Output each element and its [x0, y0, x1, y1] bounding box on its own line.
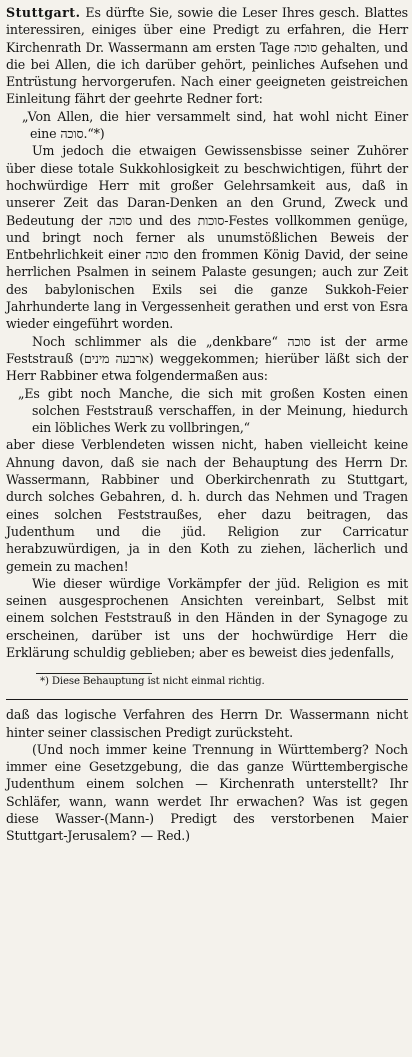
paragraph-intro — [6, 4, 408, 108]
editor-note: (Und noch immer keine Trennung in Württemberg? Noch immer eine Gesetzgebung, die das ganze Württembergische Judenthum einem solchen — Kirchenrath unterstellt? Ihr Schläfer, wann, wann werdet Ihr erwachen? Was ist gegen diese Wasser-(Mann-) Predigt des verstorbenen Maier Stuttgart-Jerusalem? — Red.) — [6, 741, 408, 844]
quote-sermon-2: „Es gibt noch Manche, die sich mit großen Kosten einen solchen Feststrauß verschaffen, in der Meinung, hiedurch ein löbliches Werk zu vollbringen,“ — [18, 385, 408, 436]
intro-text: Es dürfte Sie, sowie die Leser Ihres gesch. Blattes interessiren, einiges über eine Predigt zu erfahren, die Herr Kirchenrath Dr. Wassermann am ersten Tage סוכה gehalten, und die bei Allen, die ich darüber gehört, peinliches Aufsehen und Entrüstung hervorgerufen. Nach einer geeigneten geistreichen Einleitung fährt der geehrte Redner fort: — [6, 5, 408, 107]
article-title: Stuttgart. — [6, 5, 81, 20]
article-column — [6, 4, 408, 845]
paragraph-6: daß das logische Verfahren des Herrn Dr. Wassermann nicht hinter seiner classischen Predigt zurücksteht. — [6, 707, 408, 740]
article-continuation — [6, 706, 408, 844]
section-divider — [6, 699, 408, 700]
paragraph-3: Noch schlimmer als die „denkbare“ סוכה ist der arme Feststrauß (ארבעה מינים) weggekommen; hierüber läßt sich der Herr Rabbiner etwa folgendermaßen aus: — [6, 333, 408, 384]
quote-sermon-1: „Von Allen, die hier versammelt sind, hat wohl nicht Einer eine סוכה.“*) — [22, 108, 408, 142]
paragraph-5: Wie dieser würdige Vorkämpfer der jüd. Religion es mit seinen ausgesprochenen Ansichten vereinbart, Selbst mit einem solchen Feststrauß in den Händen in der Synagoge zu erscheinen, darüber ist uns der hochwürdige Herr die Erklärung schuldig geblieben; aber es beweist dies jedenfalls, — [6, 575, 408, 660]
footnote: *) Diese Behauptung ist nicht einmal richtig. — [40, 676, 265, 688]
paragraph-4: aber diese Verblendeten wissen nicht, haben vielleicht keine Ahnung davon, daß sie nach der Behauptung des Herrn Dr. Wassermann, Rabbiner und Oberkirchenrath zu Stuttgart, durch solches Gebahren, d. h. durch das Nehmen und Tragen eines solchen Feststraußes, eher dazu beitragen, das Judenthum und die jüd. Religion zur Carricatur herabzuwürdigen, ja in den Koth zu ziehen, lächerlich und gemein zu machen! — [6, 437, 408, 574]
paragraph-2: Um jedoch die etwaigen Gewissensbisse seiner Zuhörer über diese totale Sukkohlosigkeit zu beschwichtigen, führt der hochwürdige Herr mit großer Gelehrsamkeit aus, daß in unserer Zeit das Daran-Denken an den Grund, Zweck und Bedeutung der סוכה und des סוכות-Festes vollkommen genüge, und bringt noch ferner als unumstößlichen Beweis der Entbehrlichkeit einer סוכה den frommen König David, der seine herrlichen Psalmen in seinem Palaste gesungen; auch zur Zeit des babylonischen Exils sei die ganze Sukkoh-Feier Jahrhunderte lang in Vergessenheit gerathen und erst von Esra wieder eingeführt worden. — [6, 143, 408, 332]
